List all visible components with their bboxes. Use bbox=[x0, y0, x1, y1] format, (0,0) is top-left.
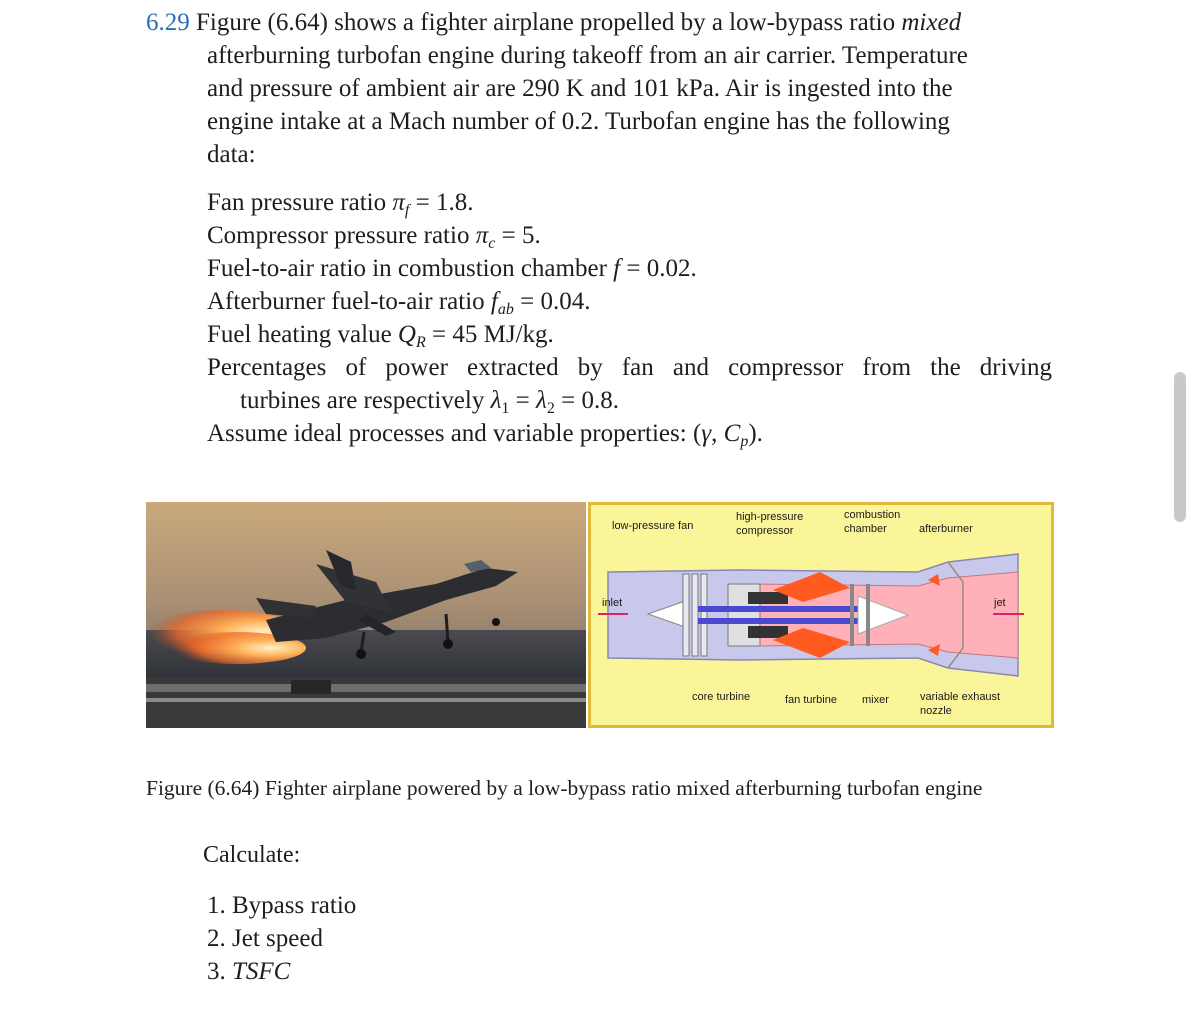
label-fan-turbine: fan turbine bbox=[785, 694, 837, 706]
label-combustion-2: chamber bbox=[844, 523, 887, 535]
label-mixer: mixer bbox=[862, 694, 889, 706]
power-percentage-line-1: Percentages of power extracted by fan and compressor from the driving bbox=[207, 354, 1052, 381]
label-high-pressure-2: compressor bbox=[736, 525, 794, 537]
label-nozzle-2: nozzle bbox=[920, 705, 952, 717]
fuel-air-ratio: Fuel-to-air ratio in combustion chamber f = 0.02. bbox=[207, 255, 697, 282]
label-low-pressure-fan: low-pressure fan bbox=[612, 520, 694, 532]
calculate-heading: Calculate: bbox=[203, 842, 301, 868]
statement-line-4: engine intake at a Mach number of 0.2. Turbofan engine has the following bbox=[207, 108, 950, 135]
task-list bbox=[207, 889, 356, 988]
statement-line-5: data: bbox=[207, 141, 256, 168]
turbofan-engine-diagram bbox=[588, 502, 1054, 728]
statement-line-2: afterburning turbofan engine during takeoff from an air carrier. Temperature bbox=[207, 42, 968, 69]
task-jet-speed: 2. Jet speed bbox=[207, 925, 323, 952]
task-tsfc: 3. TSFC bbox=[207, 958, 291, 985]
core-shaft bbox=[698, 618, 868, 624]
label-combustion-1: combustion bbox=[844, 509, 901, 521]
afterburner-fuel-air-ratio: Afterburner fuel-to-air ratio $f_{ab} = 0.04$. bbox=[207, 288, 591, 318]
label-inlet: inlet bbox=[602, 597, 623, 609]
fan-pressure-ratio: Fan pressure ratio $\pi_f = 1.8$. bbox=[207, 189, 474, 219]
scrollbar-thumb[interactable] bbox=[1174, 372, 1186, 522]
compressor-pressure-ratio: Compressor pressure ratio $\pi_c = 5$. bbox=[207, 222, 541, 252]
fuel-heating-value: Fuel heating value $Q_R = 45$ MJ/kg. bbox=[207, 321, 554, 351]
label-high-pressure-1: high-pressure bbox=[736, 511, 804, 523]
fighter-takeoff-photo bbox=[146, 502, 586, 728]
label-jet: jet bbox=[994, 597, 1006, 609]
power-percentage-line-2: turbines are respectively $\lambda_1 = \lambda_2 = 0.8$. bbox=[240, 387, 619, 417]
figure-caption: Figure (6.64) Fighter airplane powered by a low-bypass ratio mixed afterburning turbofan engine bbox=[146, 776, 983, 800]
problem-number: 6.29 bbox=[146, 9, 190, 36]
label-core-turbine: core turbine bbox=[692, 691, 751, 703]
given-data bbox=[207, 186, 1067, 450]
figure-6-64 bbox=[146, 502, 1054, 728]
label-nozzle-1: variable exhaust bbox=[920, 691, 1001, 703]
assumption: Assume ideal processes and variable properties: (γ, $C_p$). bbox=[207, 420, 763, 450]
statement-line-3: and pressure of ambient air are 290 K and 101 kPa. Air is ingested into the bbox=[207, 75, 953, 102]
label-afterburner: afterburner bbox=[919, 523, 973, 535]
fan-shaft bbox=[698, 606, 868, 612]
task-bypass-ratio: 1. Bypass ratio bbox=[207, 892, 357, 919]
problem-statement: 6.29 Figure (6.64) shows a fighter airplane propelled by a low-bypass ratio mixed afterburning turbofan engine during takeoff from an air carrier. Temperature and pressure of ambient air are 290 K and 101 kPa. Air is ingested into the engine intake at a Mach number of 0.2. Turbofan engine has the following data: bbox=[146, 6, 1052, 171]
